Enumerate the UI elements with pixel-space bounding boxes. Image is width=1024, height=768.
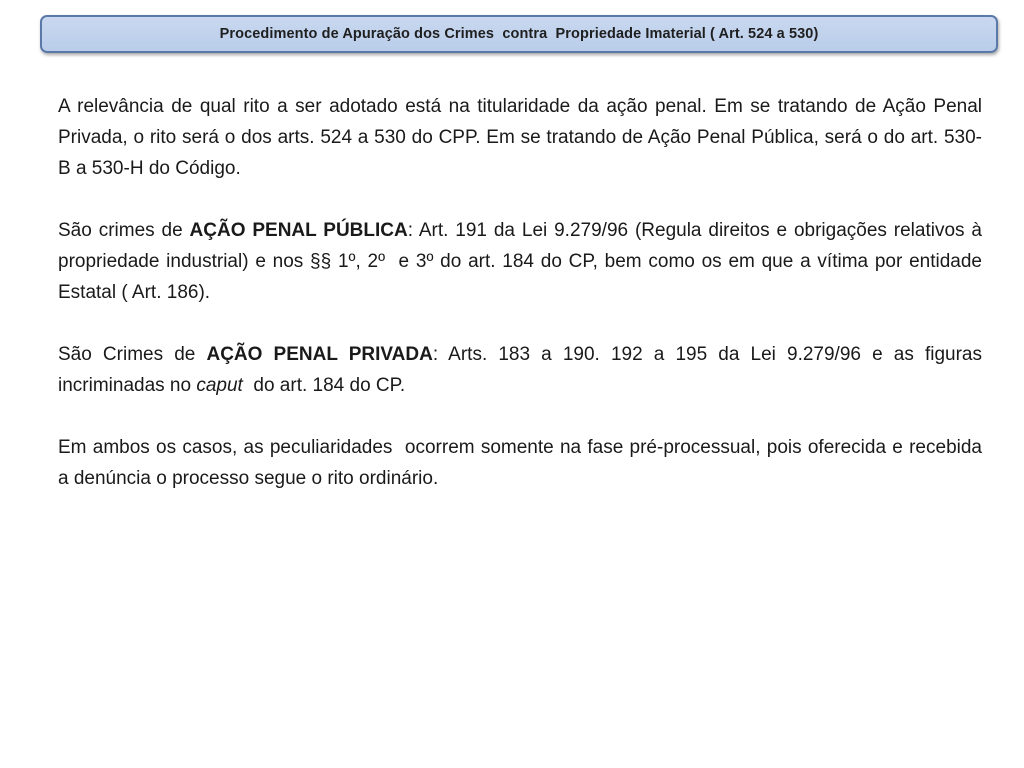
paragraph-ambos-os-casos: [58, 432, 988, 494]
emphasis-acao-penal-privada: AÇÃO PENAL PRIVADA: [206, 344, 433, 365]
slide-title: Procedimento de Apuração dos Crimes contra Propriedade Imaterial ( Art. 524 a 530): [219, 26, 819, 42]
paragraph-acao-penal-publica: [58, 215, 988, 308]
paragraph-text-middle: : Arts. 183 a 190. 192 a 195 da Lei 9.279/96 e as figuras incriminadas no: [58, 344, 988, 396]
paragraph-text-before: São Crimes de: [58, 344, 207, 365]
paragraph-text-after: do art. 184 do CP.: [242, 375, 406, 396]
paragraph-text: A relevância de qual rito a ser adotado está na titularidade da ação penal. Em se tratando de Ação Penal Privada, o rito será o dos arts. 524 a 530 do CPP. Em se tratando de Ação Penal Pública, será o do art. 530-B a 530-H do Código.: [58, 96, 988, 179]
paragraph-text-after: : Art. 191 da Lei 9.279/96 (Regula direitos e obrigações relativos à propriedade industrial) e nos §§ 1º, 2º e 3º do art. 184 do CP, bem como os em que a vítima por entidade Estatal ( Art. 186).: [58, 220, 988, 303]
title-banner: [40, 15, 998, 53]
paragraph-rito-relevancia: [58, 91, 988, 184]
emphasis-acao-penal-publica: AÇÃO PENAL PÚBLICA: [189, 220, 408, 241]
paragraph-text: Em ambos os casos, as peculiaridades ocorrem somente na fase pré-processual, pois oferecida e recebida a denúncia o processo segue o rito ordinário.: [58, 437, 988, 489]
emphasis-caput: caput: [196, 375, 243, 396]
paragraph-text-before: São crimes de: [58, 220, 190, 241]
slide-body: [58, 91, 988, 525]
paragraph-acao-penal-privada: [58, 339, 988, 401]
